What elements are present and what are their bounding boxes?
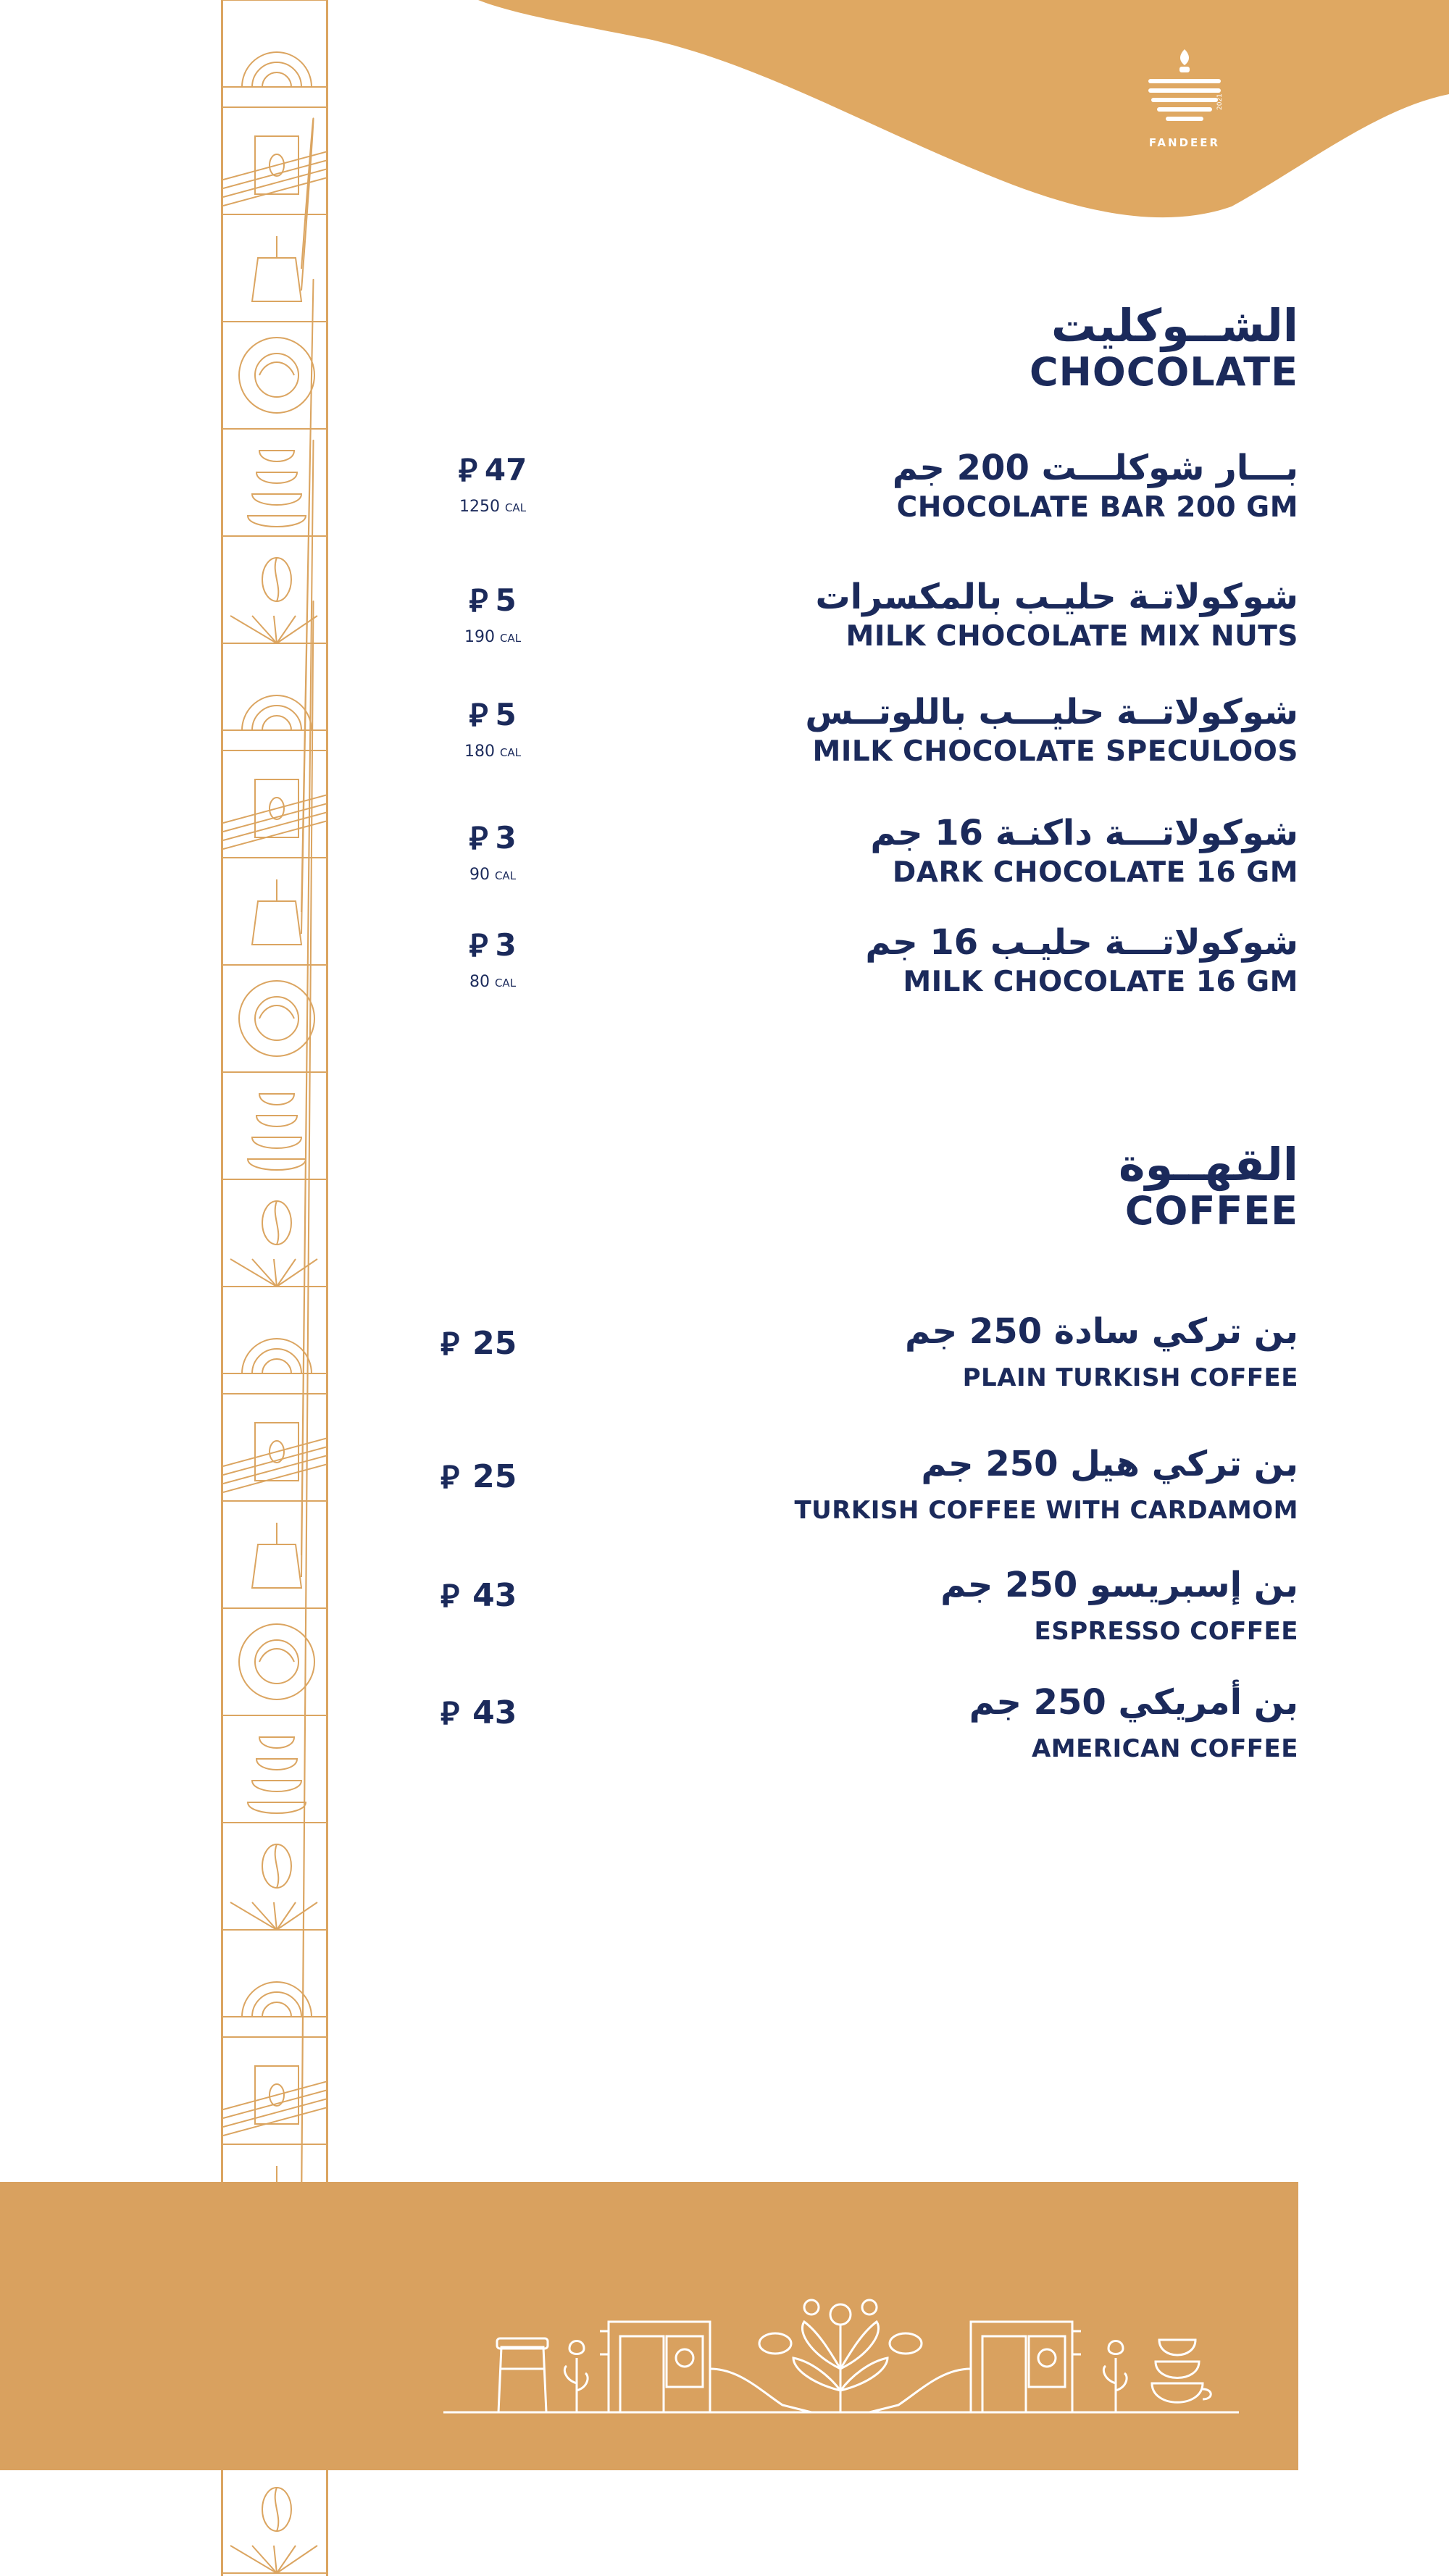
saudi-riyal-icon: ⃁ (440, 1695, 460, 1732)
item-price (438, 924, 547, 991)
item-price (438, 694, 547, 761)
menu-item (969, 1682, 1298, 1765)
item-name-ar: شوكولاتـــة حليـب 16 جم (865, 922, 1298, 963)
item-name-ar: بن تركي سادة 250 جم (904, 1311, 1298, 1352)
saudi-riyal-icon: ⃁ (469, 927, 488, 964)
price-value: 3 (495, 820, 517, 856)
menu-item (940, 1565, 1298, 1647)
calories-value: 1250 (459, 498, 500, 516)
price-value: 43 (472, 1577, 517, 1614)
chocolate-section-heading (1030, 301, 1298, 394)
item-name-en: CHOCOLATE BAR 200 GM (896, 490, 1298, 524)
brand-logo (1130, 43, 1239, 167)
item-name-ar: بن أمريكي 250 جم (969, 1682, 1298, 1723)
item-name-ar: شوكولاتـــة داكنـة 16 جم (870, 813, 1298, 853)
item-name-en: ESPRESSO COFFEE (1034, 1616, 1298, 1646)
menu-item (905, 1311, 1298, 1394)
saudi-riyal-icon: ⃁ (440, 1326, 460, 1363)
price-value: 5 (495, 582, 517, 618)
menu-item (805, 692, 1298, 770)
item-price (438, 449, 547, 516)
item-name-ar: شوكولاتــة حليـــب باللوتــس (805, 692, 1298, 732)
coffee-title-ar: القهــوة (1119, 1138, 1298, 1191)
coffee-shop-illustration-icon (435, 2282, 1246, 2420)
saudi-riyal-icon: ⃁ (469, 582, 488, 619)
saudi-riyal-icon: ⃁ (469, 697, 488, 734)
calories-unit: CAL (494, 869, 517, 882)
menu-item (865, 922, 1298, 1000)
menu-item (794, 1444, 1298, 1526)
menu-item (870, 813, 1298, 891)
item-name-en: AMERICAN COFFEE (1031, 1734, 1298, 1763)
calories-value: 80 (469, 973, 490, 991)
menu-item (893, 448, 1298, 526)
chocolate-title-ar: الشــوكليت (1051, 299, 1298, 352)
saudi-riyal-icon: ⃁ (440, 1578, 460, 1615)
coffee-cup-logo-icon (1145, 43, 1224, 130)
calories-unit: CAL (499, 746, 522, 759)
saudi-riyal-icon: ⃁ (469, 820, 488, 857)
calories-unit: CAL (499, 632, 522, 645)
item-price (438, 580, 547, 646)
item-price (440, 1692, 571, 1734)
price-value: 25 (472, 1458, 517, 1495)
item-name-en: PLAIN TURKISH COFFEE (962, 1363, 1298, 1392)
item-name-ar: شوكولاتـة حليـب بالمكسرات (815, 577, 1298, 617)
item-name-en: DARK CHOCOLATE 16 GM (892, 856, 1298, 889)
item-name-ar: بـــار شوكلـــت 200 جم (892, 448, 1298, 488)
item-name-en: MILK CHOCOLATE SPECULOOS (812, 735, 1298, 768)
item-name-en: TURKISH COFFEE WITH CARDAMOM (794, 1495, 1298, 1525)
saudi-riyal-icon: ⃁ (458, 452, 477, 489)
item-name-ar: بن إسبريسو 250 جم (940, 1565, 1298, 1605)
saudi-riyal-icon: ⃁ (440, 1459, 460, 1496)
price-value: 25 (472, 1325, 517, 1362)
brand-name: FANDEER (1148, 136, 1221, 149)
item-price (440, 1456, 571, 1497)
price-value: 5 (495, 697, 517, 732)
item-name-en: MILK CHOCOLATE MIX NUTS (845, 619, 1298, 653)
item-price (440, 1575, 571, 1616)
item-price (440, 1323, 571, 1364)
chocolate-title-en: CHOCOLATE (1030, 349, 1298, 396)
coffee-title-en: COFFEE (1124, 1188, 1298, 1234)
calories-value: 90 (469, 866, 490, 884)
item-name-en: MILK CHOCOLATE 16 GM (903, 965, 1298, 998)
calories-unit: CAL (504, 501, 527, 514)
item-name-ar: بن تركي هيل 250 جم (921, 1444, 1298, 1484)
coffee-section-heading (1119, 1140, 1298, 1233)
logo-year: 2021 (1216, 93, 1224, 110)
menu-item (815, 577, 1298, 655)
item-price (438, 817, 547, 884)
price-value: 47 (484, 452, 527, 488)
calories-value: 180 (464, 743, 495, 761)
price-value: 43 (472, 1694, 517, 1731)
price-value: 3 (495, 927, 517, 963)
calories-unit: CAL (494, 977, 517, 990)
calories-value: 190 (464, 628, 495, 646)
